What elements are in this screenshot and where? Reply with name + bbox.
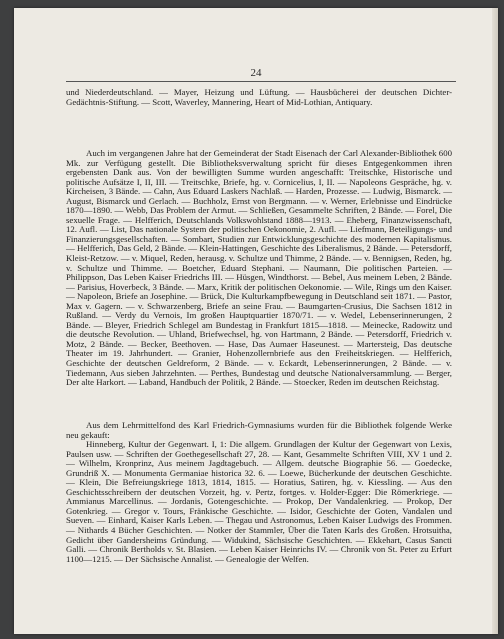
gymnasium-section: [66, 421, 452, 564]
gymnasium-paragraph: Aus dem Lehrmittelfond des Karl Friedrich-Gymnasiums wurden für die Bibliothek folgende Werke neu gekauft:: [66, 420, 452, 440]
eisenach-section: [66, 149, 452, 388]
book-page: [14, 8, 498, 634]
intro-paragraph: [66, 88, 452, 107]
intro-text: und Niederdeutschland. — Mayer, Heizung und Lüftung. — Hausbücherei der deutschen Dichter-Gedächtnis-Stiftung. — Scott, Waverley, Mannering, Heart of Mid-Lothian, Antiquary.: [66, 87, 452, 107]
header-rule: [66, 81, 456, 82]
gymnasium-book-list: Hinneberg, Kultur der Gegenwart. I, 1: Die allgem. Grundlagen der Kultur der Gegenwart von Lexis, Paulsen usw. — Schriften der Goethegesellschaft 27, 28. — Kant, Gesammelte Schriften VIII, XV 1 und 2. — Wilhelm, Kronprinz, Aus meinem Jagdtagebuch. — Allgem. deutsche Biographie 56. — Goedecke, Grundriß X. — Monumenta Germaniae historica 32. 6. — Loewe, Bücherkunde der deutschen Geschichte. — Klein, Die Befreiungskriege 1813, 1814, 1815. — Horatius, Satiren, hg. v. Kiessling. — Aus den Geschichtsschreibern der deutschen Vorzeit, hg. v. Pertz, fortges. v. Holder-Egger: Die Römerkriege. — Ammianus Marcellinus. — Jordanis, Gotengeschichte. — Prokop, Der Vandalenkrieg. — Prokop, Der Gotenkrieg. — Gregor v. Tours, Fränkische Geschichte. — Isidor, Geschichte der Goten, Vandalen und Sueven. — Einhard, Kaiser Karls Leben. — Thegau und Astronomus, Leben Kaiser Ludwigs des Frommen. — Nithards 4 Bücher Geschichten. — Notker der Stammler, Über die Taten Karls des Großen. Hrotsuitha, Gedicht über Gandersheims Gründung. — Widukind, Sächsische Geschichten. — Ekkehart, Casus Sancti Galli. — Chronik Bertholds v. St. Blasien. — Leben Kaiser Heinrichs IV. — Chronik von St. Peter zu Erfurt 1100—1215. — Der Sächsische Annalist. — Genealogie der Welfen.: [66, 439, 452, 564]
page-number: 24: [250, 67, 262, 79]
eisenach-paragraph: Auch im vergangenen Jahre hat der Gemeinderat der Stadt Eisenach der Carl Alexander-Bibliothek 600 Mk. zur Verfügung gestellt. Die Bibliotheksverwaltung spricht für dieses Entgegenkommen ihren ergebensten Dank aus. Von der bewilligten Summe wurden angeschafft: Treitschke, Historische und politische Aufsätze I, II, III. — Treitschke, Briefe, hg. v. Cornicelius, I, II. — Napoleons Gespräche, hg. v. Kircheisen, 3 Bände. — Cahn, Aus Eduard Laskers Nachlaß. — Harden, Prozesse. — Ludwig, Bismarck. — August, Bismarck und Gerlach. — Buchholz, Ernst von Bergmann. — v. Werner, Erlebnisse und Eindrücke 1870—1890. — Webb, Das Problem der Armut. — Schließen, Gesammelte Schriften, 2 Bände. — Forel, Die sexuelle Frage. — Helfferich, Deutschlands Volkswohlstand 1888—1913. — Eheberg, Finanzwissenschaft, 12. Aufl. — List, Das nationale System der politischen Oekonomie, 2. Aufl. — Liefmann, Beteiligungs- und Finanzierungsgesellschaften. — Sombart, Studien zur Entwicklungsgeschichte des modernen Kapitalismus. — Helfferich, Das Geld, 2 Bände. — Klein-Hattingen, Geschichte des Liberalismus, 2 Bände. — Petersdorff, Kleist-Retzow. — v. Miquel, Reden, herausg. v. Schultze und Thimme, 2 Bände. — v. Bennigsen, Reden, hg. v. Schultze und Thimme. — Boetcher, Eduard Stephani. — Naumann, Die politischen Parteien. — Philippson, Das Leben Kaiser Friedrichs III. — Hüsgen, Windthorst. — Bebel, Aus meinem Leben, 2 Bände. — Parisius, Hoverbeck, 3 Bände. — Marx, Kritik der politischen Oekonomie. — Wile, Rings um den Kaiser. — Napoleon, Briefe an Josephine. — Brück, Die Kulturkampfbewegung in Deutschland seit 1871. — Pastor, Max v. Gagern. — v. Schwarzenberg, Briefe an seine Frau. — Baumgarten-Crusius, Die Sachsen 1812 in Rußland. — Verdy du Vernois, Im großen Hauptquartier 1870/71. — v. Wedel, Lebenserinnerungen, 2 Bände. — Bleyer, Friedrich Schlegel am Bundestag in Frankfurt 1815—1818. — Meinecke, Radowitz und die deutsche Revolution. — Uhland, Briefwechsel, hg. von Hartmann, 2 Bände. — Petersdorff, Friedrich v. Motz, 2 Bände. — Becker, Beethoven. — Hase, Das Aumaer Haseunest. — Martersteig, Das deutsche Theater im 19. Jahrhundert. — Granier, Hohenzollernbriefe aus den Freiheitskriegen. — Helfferich, Geschichte der deutschen Geldreform, 2 Bände. — v. Eckardt, Lebenserinnerungen, 2 Bände. — v. Tiedemann, Aus sieben Jahrzehnten. — Perthes, Bundestag und deutsche Nationalversammlung. — Berger, Der alte Harkort. — Laband, Handbuch der Politik, 2 Bände. — Stoecker, Reden im deutschen Reichstag.: [66, 148, 452, 388]
